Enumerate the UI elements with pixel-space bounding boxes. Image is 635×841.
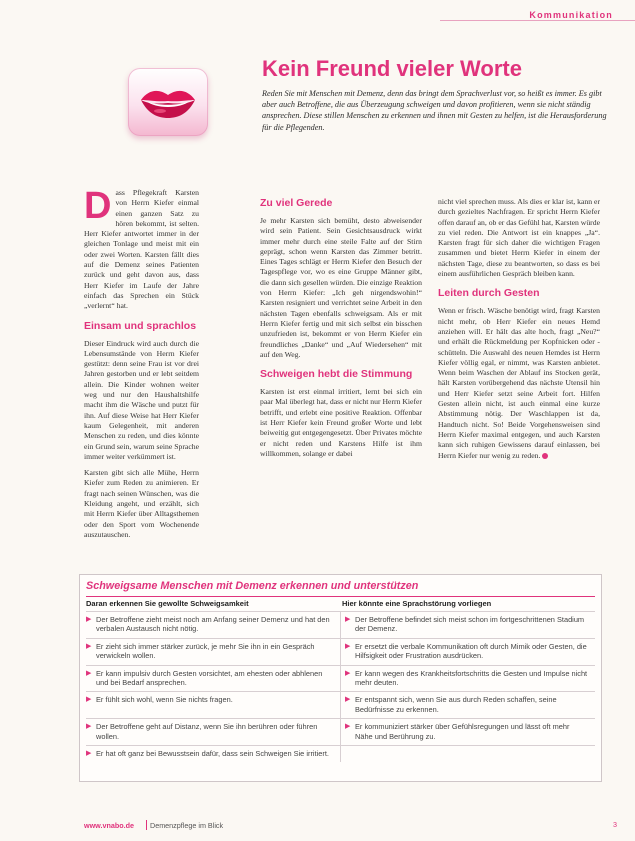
right-cell bbox=[340, 746, 594, 762]
left-cell bbox=[86, 746, 340, 762]
paragraph: Karsten gibt sich alle Mühe, Herrn Kiefer zum Reden zu animieren. Er fragt nach seinen Wünschen, was die Kleidung angeht, und erzählt, sich mit Herrn Kiefer über Alltagsthemen oder den Sport vom Wochenende auszutauschen. bbox=[84, 468, 199, 539]
cell-text: Der Betroffene befindet sich meist schon im fortgeschrittenen Stadium der Demenz. bbox=[355, 615, 585, 634]
left-cell bbox=[86, 666, 340, 692]
footer-separator bbox=[146, 820, 147, 830]
info-box-rule bbox=[86, 596, 595, 597]
paragraph: Karsten ist erst einmal irritiert, lernt bei sich ein paar Mal überlegt hat, dass er nicht nur Herrn Kiefer betrifft, und erlebt eine positive Reaktion. Offenbar ist Herr Kiefer kein Freund großer Worte und lebt beiweitig gut entgegengesetzt. Über Privates möchte er nicht reden und Karstens Hilfe ist ihm willkommen, solange er dabei bbox=[260, 387, 422, 458]
cell-text: Er kommuniziert stärker über Gefühlsregungen und lässt oft mehr Nähe und Berührung zu. bbox=[355, 722, 570, 741]
right-cell bbox=[340, 719, 594, 745]
cell-text: Der Betroffene zieht meist noch am Anfang seiner Demenz und hat den verbalen Austausch nicht nötig. bbox=[96, 615, 330, 634]
cell-text: Er entspannt sich, wenn Sie aus durch Reden schaffen, seine Bedürfnisse zu erkennen. bbox=[355, 695, 557, 714]
section-label: Kommunikation bbox=[521, 10, 621, 20]
column-3 bbox=[438, 197, 600, 467]
arrow-right-icon: ▶ bbox=[86, 642, 92, 650]
info-right-header: Hier könnte eine Sprachstörung vorliegen bbox=[342, 599, 492, 608]
footer-url[interactable]: www.vnabo.de bbox=[84, 821, 135, 830]
column-1 bbox=[84, 185, 199, 546]
cell-text: Er hat oft ganz bei Bewusstsein dafür, dass sein Schweigen Sie irritiert. bbox=[96, 749, 329, 759]
drop-cap: D bbox=[84, 185, 112, 227]
lips-icon bbox=[128, 68, 208, 136]
header-rule bbox=[440, 20, 635, 21]
cell-text: Der Betroffene geht auf Distanz, wenn Sie ihn berühren oder führen wollen. bbox=[96, 722, 318, 741]
lips-graphic bbox=[138, 82, 198, 122]
subheading-einsam: Einsam und sprachlos bbox=[84, 319, 197, 332]
cell-text: Er kann impulsiv durch Gesten vorsichtet, am ehesten oder abhlenen und bei Bedarf ansprechen. bbox=[96, 668, 323, 688]
table-row bbox=[86, 665, 595, 692]
article-title: Kein Freund vieler Worte bbox=[262, 56, 522, 81]
paragraph-final bbox=[438, 306, 600, 460]
paragraph-text: Wenn er frisch. Wäsche benötigt wird, fragt Karsten nicht mehr, ob Herr Kiefer ein neues Hemd anziehen will. Er hält das alte hoch, fragt „Neu?“ und erhält die Rückmeldung per Kopfnicken oder -schütteln. Die Auswahl des neuen Hemdes ist Herrn Kiefer völlig egal, er nimmt, was Karsten anbietet. Wenn beim Waschen der Ablauf ins Stocken gerät, hält Karsten vorübergehend das nächste Utensil hin und Herr Kiefer setzt seine Arbeit fort. Hilfen Gesten allein nicht, ist auch einmal eine kurze Abstimmung nötig. Der Waschlappen ist da, Handtuch nicht. So! Beide Vorgehensweisen sind Herrn Kiefer maximal entgegen, und auch Karsten kann sich ruhigen Gewissens darauf einlassen, bei Herrn Kiefer nur wenig zu reden. bbox=[438, 306, 600, 460]
arrow-right-icon: ▶ bbox=[345, 616, 351, 623]
end-mark-icon bbox=[542, 453, 548, 459]
article-intro: Reden Sie mit Menschen mit Demenz, denn das bringt dem Sprachverlust vor, so heißt es immer. Es gibt aber auch Betroffene, die aus Überzeugung schweigen und davon profitieren, wenn sie nicht ständig ansprechen. Diese stillen Menschen zu erkennen und ihnen mit Gesten zu helfen, ist die Herausforderung für die Pflegenden. bbox=[262, 89, 607, 132]
table-row bbox=[86, 718, 595, 745]
cell-text: Er fühlt sich wohl, wenn Sie nichts fragen. bbox=[96, 695, 233, 705]
arrow-right-icon: ▶ bbox=[345, 669, 351, 677]
right-cell bbox=[340, 639, 594, 665]
cell-text: Er ersetzt die verbale Kommunikation oft durch Mimik oder Gesten, die Hilfsigkeit oder Frustration ausdrücken. bbox=[355, 641, 587, 661]
info-left-header: Daran erkennen Sie gewollte Schweigsamkeit bbox=[86, 599, 249, 608]
right-cell bbox=[340, 666, 594, 692]
page-number: 3 bbox=[613, 820, 617, 829]
info-box-title: Schweigsame Menschen mit Demenz erkennen und unterstützen bbox=[86, 580, 419, 592]
arrow-right-icon: ▶ bbox=[345, 696, 351, 704]
arrow-right-icon: ▶ bbox=[86, 723, 92, 731]
info-box bbox=[79, 574, 602, 782]
subheading-gesten: Leiten durch Gesten bbox=[438, 287, 540, 300]
left-cell bbox=[86, 639, 340, 665]
table-row bbox=[86, 638, 595, 665]
arrow-right-icon: ▶ bbox=[86, 750, 92, 758]
top-header bbox=[440, 10, 635, 32]
paragraph-text: ass Pflegekraft Karsten von Herrn Kiefer einmal einen ganzen Satz zu hören bekommt, ist selten. Herr Kiefer antwortet immer in der gleichen Tonlage und meist mit ein oder zwei Worten. Karsten fällt dies auf die Demenz seines Patienten zurück und geht davon aus, dass Herr Kiefer im Laufe der Jahre einfach das Sprechen ein Stück „verlernt“ hat. bbox=[84, 188, 199, 311]
info-rows bbox=[86, 611, 595, 762]
left-cell bbox=[86, 612, 340, 638]
cell-text: Er kann wegen des Krankheitsfortschritts die Gesten und Impulse nicht mehr deuten. bbox=[355, 668, 588, 688]
table-row bbox=[86, 745, 595, 762]
table-row bbox=[86, 611, 595, 638]
right-cell bbox=[340, 612, 594, 638]
paragraph: Je mehr Karsten sich bemüht, desto abweisender wird sein Patient. Sein Gesichtsausdruck wirkt immer mehr durch eine steile Falte auf der Stirn geprägt, schon wenn Karsten das Zimmer betritt. Eines Tages schlägt er Herrn Kiefer den Besuch der Tagespflege vor, wo es eine Gruppe Männer gibt, die dann sich gesellen würden. Die einzige Reaktion von Herrn Kiefer: „Ich geh nirgendswohin!“ Karsten resigniert und verrichtet seine Arbeit in den nächsten Tagen ebenfalls schweigsam. Als er mit Herrn Kiefer fertig und mit sich selbst ein bisschen unzufrieden ist, bekommt er von Herrn Kiefer ein freundliches „Danke“ und „Auf Wiedersehen“ mit auf den Weg. bbox=[260, 216, 422, 359]
left-cell bbox=[86, 692, 340, 718]
paragraph: nicht viel sprechen muss. Als dies er klar ist, kann er durch gezieltes Nachfragen. Er spricht Herrn Kiefer offen darauf an, ob er das Gefühl hat, Karsten würde zu viel reden. Die Antwort ist ein knappes „Ja“. Karsten fragt für sich daher die wichtigen Fragen zusammen und bietet Herrn Kiefer in einem der nächsten Tage, diese zu beantworten, so dass es bei einem ausführlichen Gespräch bleiben kann. bbox=[438, 197, 600, 279]
arrow-right-icon: ▶ bbox=[345, 642, 351, 650]
column-2 bbox=[260, 197, 422, 465]
paragraph: Dieser Eindruck wird auch durch die Lebensumstände von Herrn Kiefer gestützt: denn seine Frau ist vor drei Jahren gestorben und er lebt seitdem allein. Die Kinder wohnen weiter weg und nur den Haushaltshilfe macht ihm die Wäsche und putzt für ihn. Auf diese Weise hat Herr Kiefer kaum Gelegenheit, mit anderen Menschen zu reden, und dies könnte ein Grund sein, warum seine Sprache immer weiter verkümmert ist. bbox=[84, 338, 199, 461]
arrow-right-icon: ▶ bbox=[86, 669, 92, 677]
lead-paragraph bbox=[84, 185, 199, 312]
arrow-right-icon: ▶ bbox=[86, 616, 92, 623]
cell-text: Er zieht sich immer stärker zurück, je mehr Sie ihn in ein Gespräch verwickeln wollen. bbox=[96, 641, 315, 661]
arrow-right-icon: ▶ bbox=[86, 696, 92, 704]
table-row bbox=[86, 691, 595, 718]
footer-publication: Demenzpflege im Blick bbox=[150, 821, 224, 830]
arrow-right-icon: ▶ bbox=[345, 723, 351, 731]
subheading-schweigen: Schweigen hebt die Stimmung bbox=[260, 368, 413, 381]
left-cell bbox=[86, 719, 340, 745]
subheading-gerede: Zu viel Gerede bbox=[260, 197, 333, 209]
right-cell bbox=[340, 692, 594, 718]
